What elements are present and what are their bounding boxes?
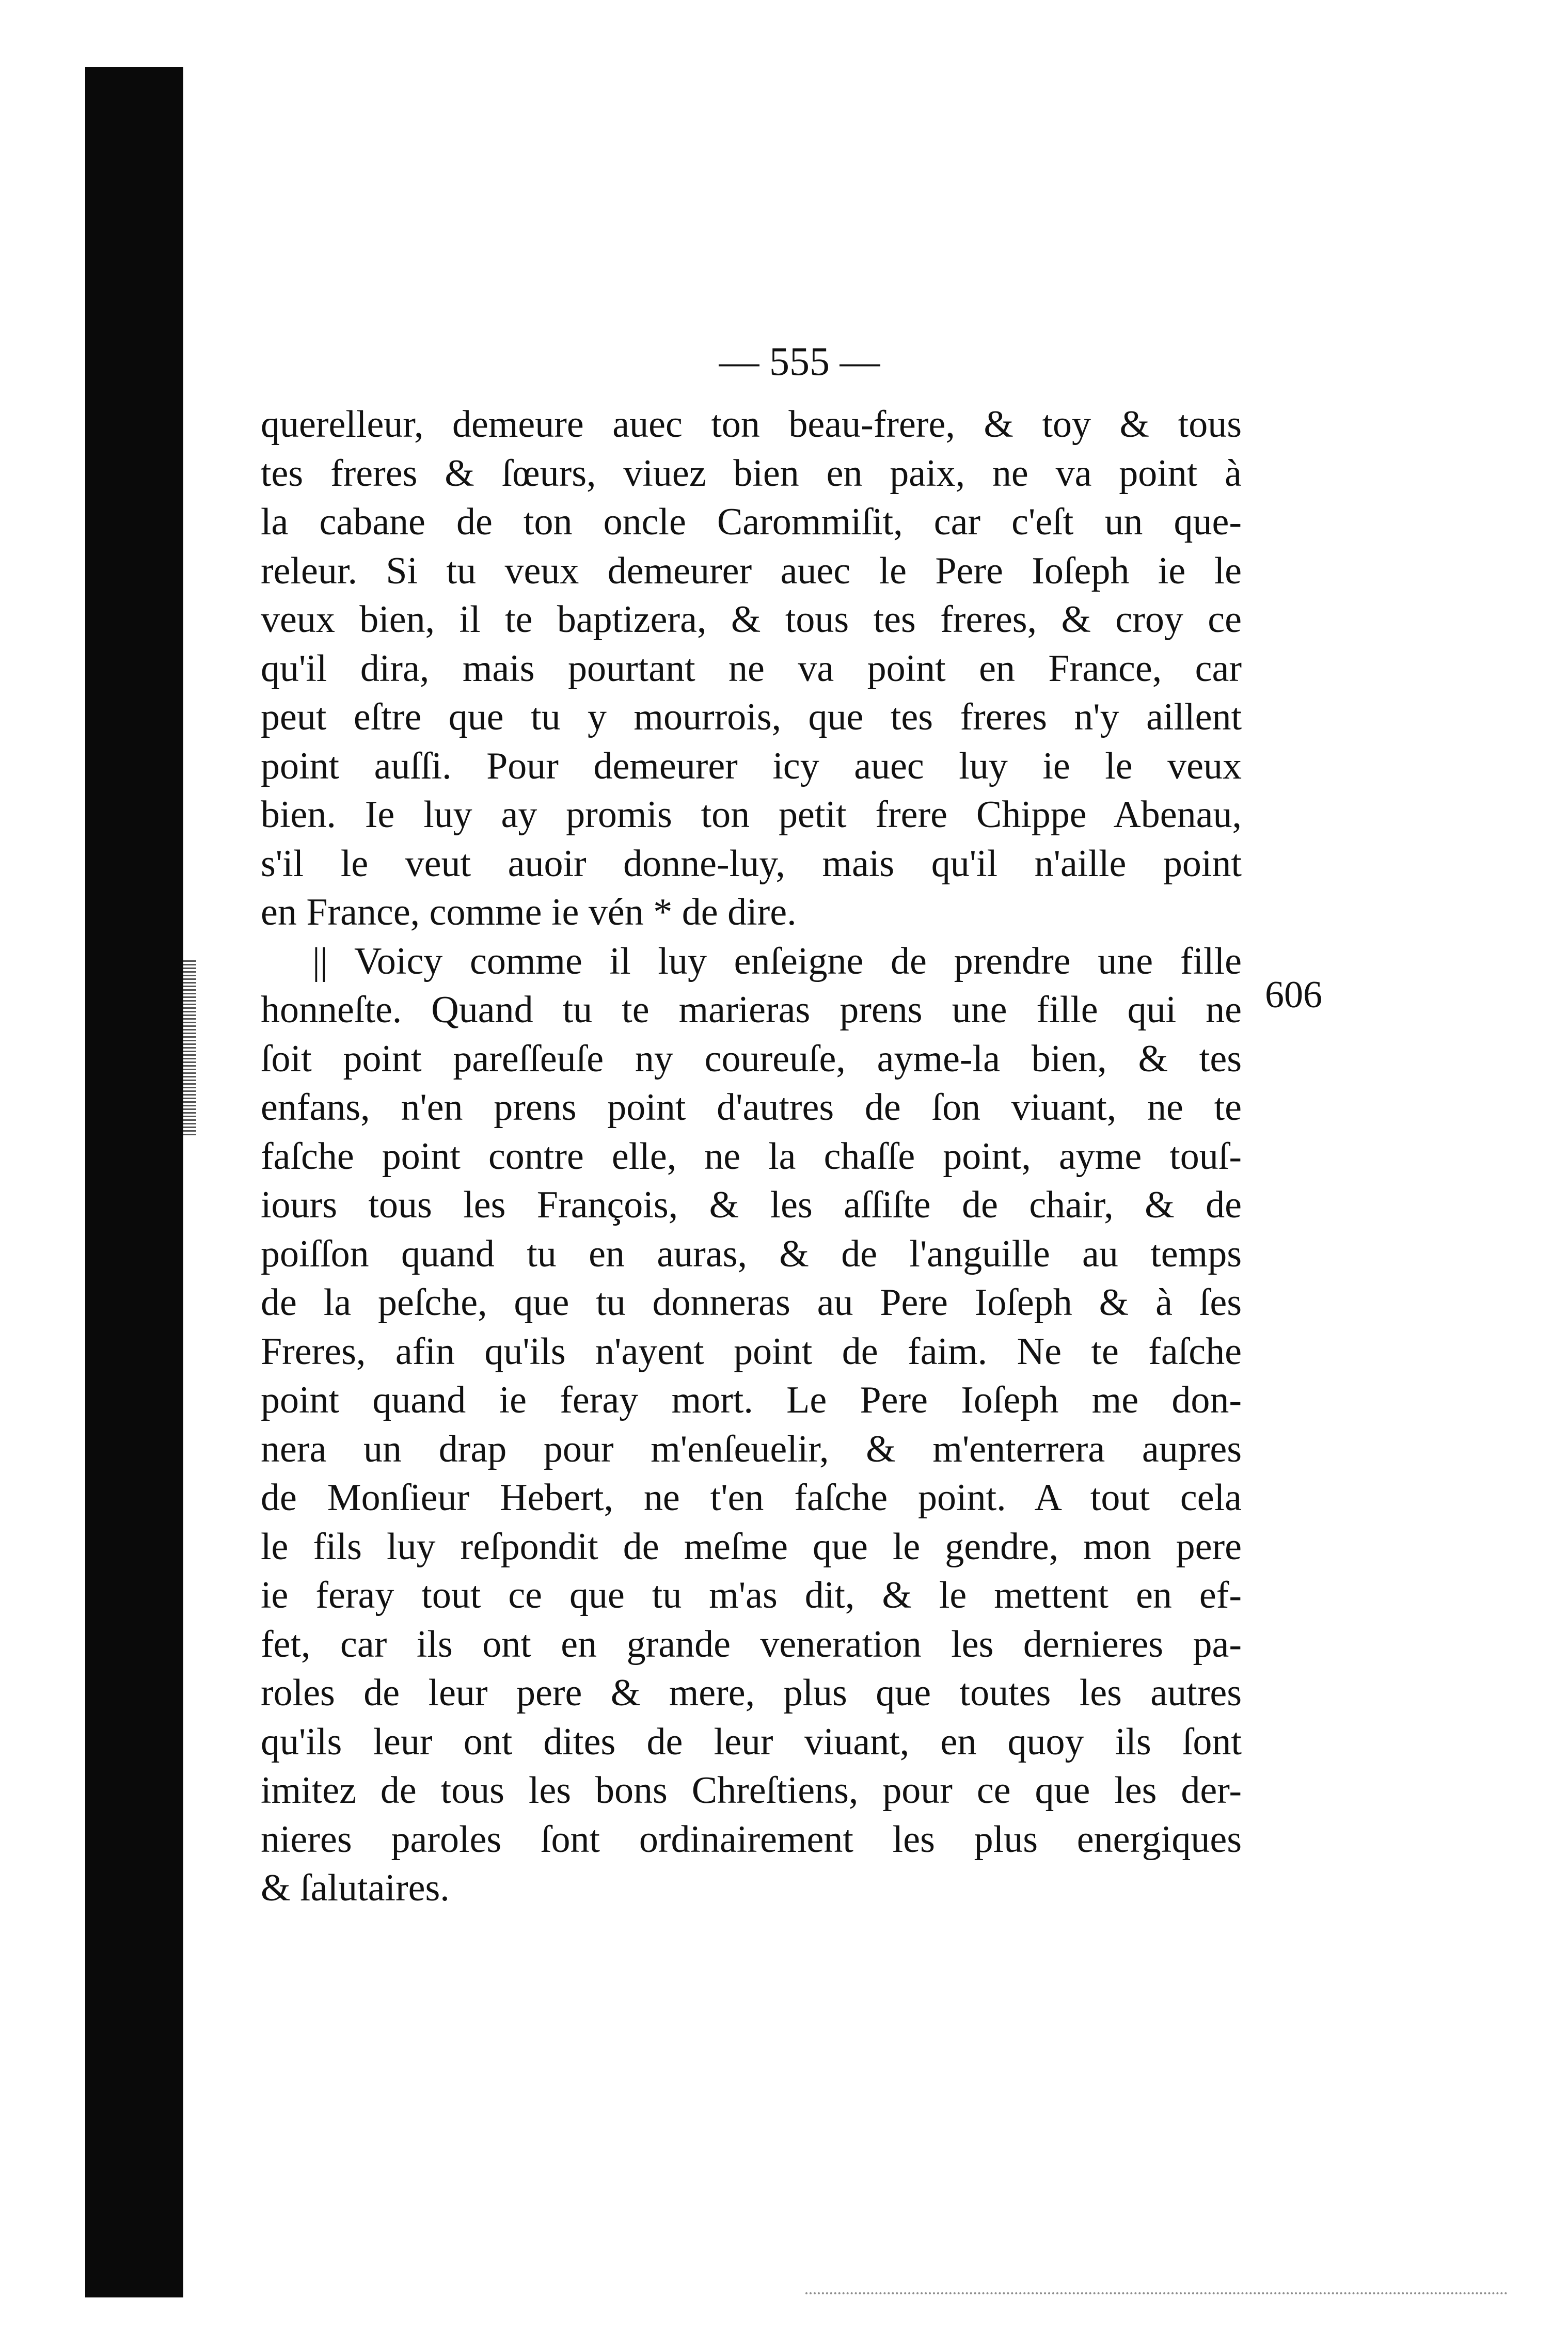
text-line: point auſſi. Pour demeurer icy auec luy ie le veux xyxy=(261,744,1242,787)
text-line: fet, car ils ont en grande veneration les dernieres pa- xyxy=(261,1623,1242,1666)
text-line: peut eſtre que tu y mourrois, que tes freres n'y aillent xyxy=(261,696,1242,738)
text-line: querelleur, demeure auec ton beau-frere, & toy & tous xyxy=(261,403,1242,446)
scan-footer-rule xyxy=(805,2292,1508,2294)
text-line: de Monſieur Hebert, ne t'en faſche point. A tout cela xyxy=(261,1477,1242,1519)
text-line: veux bien, il te baptizera, & tous tes freres, & croy ce xyxy=(261,598,1242,641)
text-line: enfans, n'en prens point d'autres de ſon viuant, ne te xyxy=(261,1086,1242,1129)
text-line: le fils luy reſpondit de meſme que le gendre, mon pere xyxy=(261,1525,1242,1568)
text-line: roles de leur pere & mere, plus que toutes les autres xyxy=(261,1672,1242,1714)
text-line: bien. Ie luy ay promis ton petit frere Chippe Abenau, xyxy=(261,794,1242,836)
text-line: poiſſon quand tu en auras, & de l'anguille au temps xyxy=(261,1232,1242,1275)
body-text xyxy=(261,400,1242,1913)
text-line: faſche point contre elle, ne la chaſſe point, ayme touſ- xyxy=(261,1135,1242,1178)
text-line: & ſalutaires. xyxy=(261,1867,450,1909)
text-line: point quand ie feray mort. Le Pere Ioſeph me don- xyxy=(261,1379,1242,1421)
text-line: s'il le veut auoir donne-luy, mais qu'il n'aille point xyxy=(261,842,1242,885)
text-line: || Voicy comme il luy enſeigne de prendre une fille xyxy=(312,940,1242,982)
text-line: qu'ils leur ont dites de leur viuant, en quoy ils ſont xyxy=(261,1720,1242,1763)
paragraph-1 xyxy=(261,400,1242,937)
text-line: de la peſche, que tu donneras au Pere Ioſeph & à ſes xyxy=(261,1281,1242,1324)
text-line: Freres, afin qu'ils n'ayent point de faim. Ne te faſche xyxy=(261,1330,1242,1373)
text-line: nera un drap pour m'enſeuelir, & m'enterrera aupres xyxy=(261,1428,1242,1470)
text-line: ſoit point pareſſeuſe ny coureuſe, ayme-la bien, & tes xyxy=(261,1037,1242,1080)
scan-binding-speckle xyxy=(176,960,196,1136)
marginal-page-reference: 606 xyxy=(1265,974,1322,1016)
text-line: nieres paroles ſont ordinairement les plus energiques xyxy=(261,1818,1242,1861)
text-line: qu'il dira, mais pourtant ne va point en France, car xyxy=(261,647,1242,690)
text-line: tes freres & ſœurs, viuez bien en paix, ne va point à xyxy=(261,452,1242,495)
scan-binding-edge xyxy=(85,67,183,2297)
text-line: releur. Si tu veux demeurer auec le Pere Ioſeph ie le xyxy=(261,549,1242,592)
text-line: ie feray tout ce que tu m'as dit, & le mettent en ef- xyxy=(261,1574,1242,1616)
text-line: iours tous les François, & les aſſiſte de chair, & de xyxy=(261,1184,1242,1226)
paragraph-2 xyxy=(261,937,1242,1913)
text-line: imitez de tous les bons Chreſtiens, pour ce que les der- xyxy=(261,1769,1242,1812)
text-line: honneſte. Quand tu te marieras prens une fille qui ne xyxy=(261,989,1242,1031)
text-line: la cabane de ton oncle Carommiſit, car c'eſt un que- xyxy=(261,501,1242,543)
page-number: — 555 — xyxy=(719,339,880,384)
text-line: en France, comme ie vén * de dire. xyxy=(261,891,797,933)
